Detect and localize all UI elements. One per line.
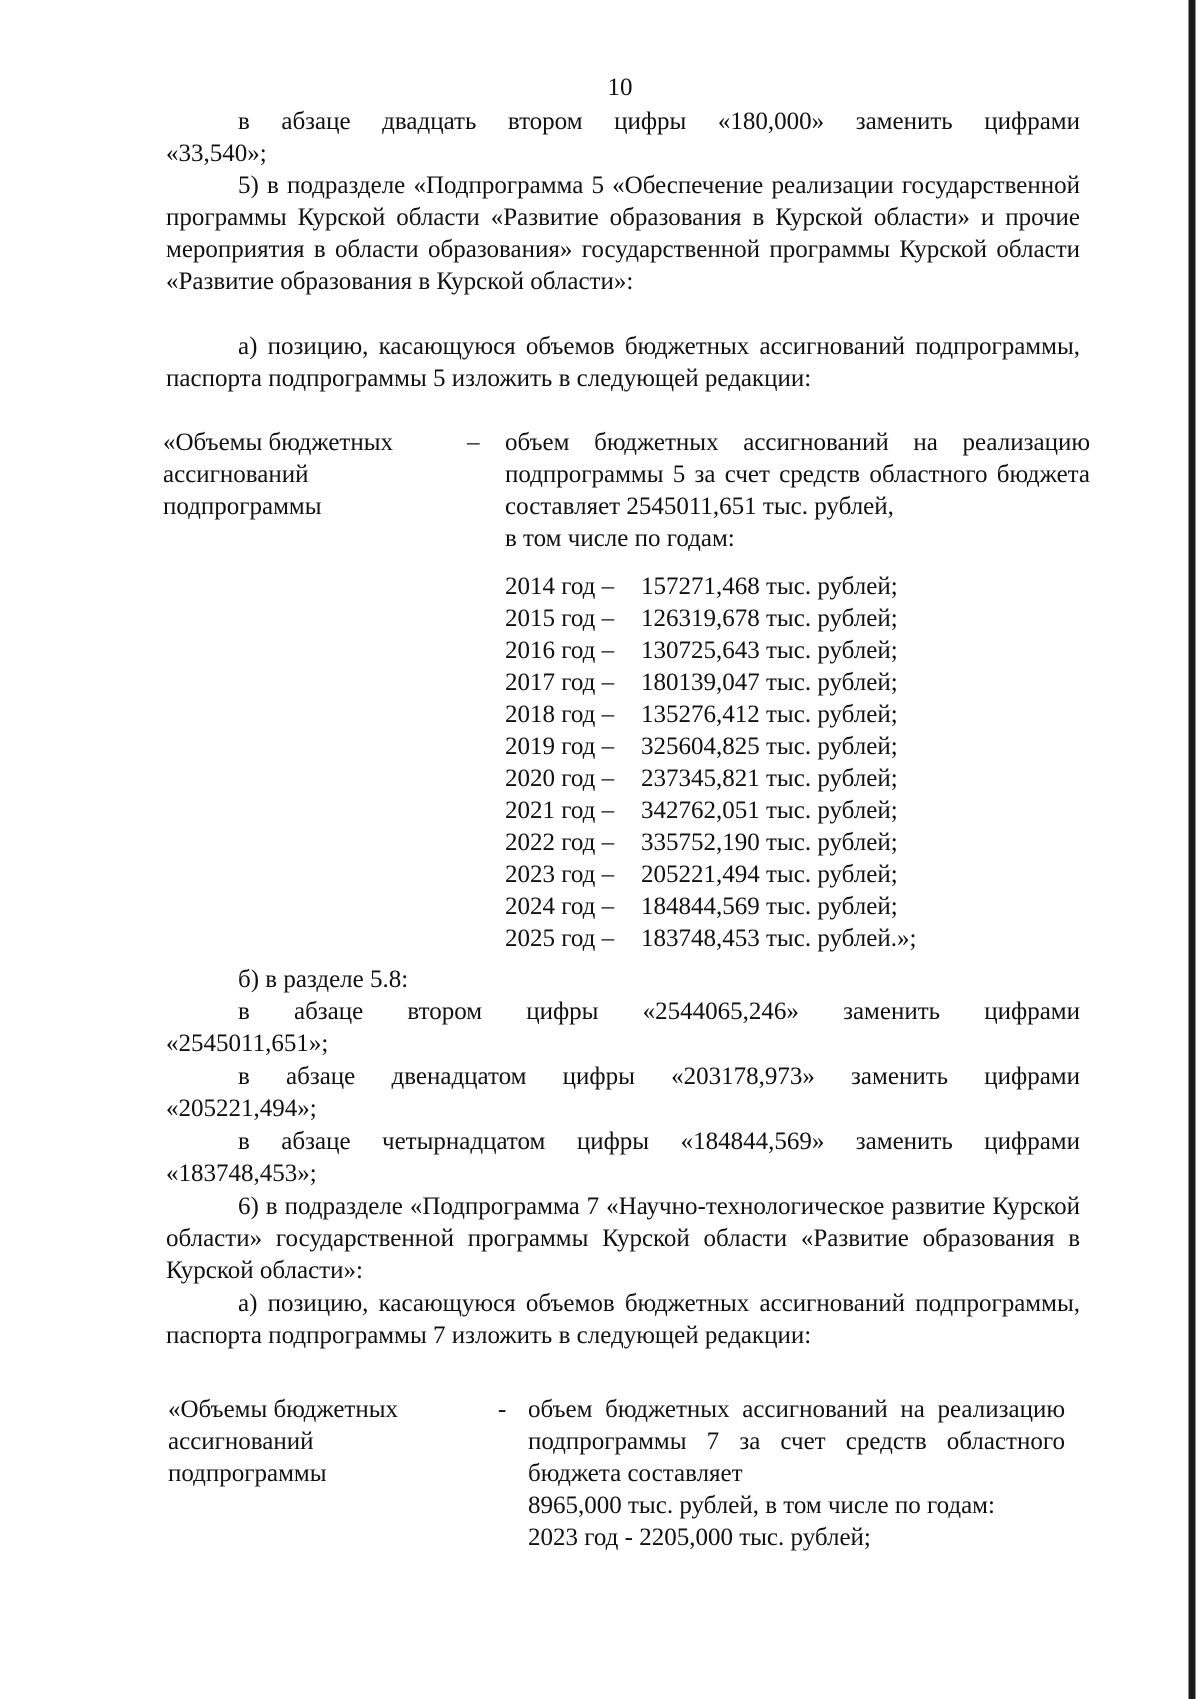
year-row <box>505 827 916 859</box>
table-value-text: 8965,000 тыс. рублей, в том числе по годам: <box>528 1492 995 1519</box>
year-label: 2018 год – <box>505 701 615 728</box>
year-amount: 157271,468 тыс. рублей; <box>641 573 898 600</box>
table-dash: - <box>498 1396 507 1423</box>
table-label-line: ассигнований <box>163 461 309 488</box>
year-amount: 126319,678 тыс. рублей; <box>641 605 898 632</box>
page-number: 10 <box>607 74 633 101</box>
year-row <box>505 699 916 731</box>
paragraph-line: «183748,453»; <box>166 1160 317 1187</box>
year-row <box>505 763 916 795</box>
paragraph-abzac-2 <box>166 996 1080 1060</box>
table-dash: – <box>467 429 480 456</box>
year-label: 2023 год – <box>505 861 615 888</box>
year-list <box>505 571 916 955</box>
year-label: 2025 год – <box>505 925 615 952</box>
year-row <box>505 603 916 635</box>
year-amount: 237345,821 тыс. рублей; <box>641 765 898 792</box>
paragraph-line: в абзаце двенадцатом цифры «203178,973» заменить цифрами <box>238 1063 1080 1090</box>
year-label: 2014 год – <box>505 573 615 600</box>
year-label: 2019 год – <box>505 733 615 760</box>
year-row <box>505 859 916 891</box>
year-label: 2015 год – <box>505 605 615 632</box>
year-row <box>505 635 916 667</box>
table-label-line: подпрограммы <box>163 493 322 520</box>
paragraph-line: «2545011,651»; <box>166 1030 329 1057</box>
year-amount: 135276,412 тыс. рублей; <box>641 701 898 728</box>
paragraph-line: в абзаце четырнадцатом цифры «184844,569» заменить цифрами <box>238 1128 1080 1155</box>
paragraph-abzac-12 <box>166 1061 1080 1125</box>
paragraph-abzac-22 <box>166 106 1080 170</box>
table-value-text: 2023 год - 2205,000 тыс. рублей; <box>528 1524 871 1551</box>
year-amount: 325604,825 тыс. рублей; <box>641 733 898 760</box>
table-label-line: ассигнований <box>168 1428 314 1455</box>
paragraph-line: «33,540»; <box>166 140 267 167</box>
year-amount: 184844,569 тыс. рублей; <box>641 893 898 920</box>
paragraph-line: в абзаце двадцать втором цифры «180,000» заменить цифрами <box>238 108 1080 135</box>
table-label <box>168 1394 468 1490</box>
paragraph-position-7: а) позицию, касающуюся объемов бюджетных ассигнований подпрограммы, паспорта подпрограммы 7 изложить в следующей редакции: <box>166 1290 1080 1349</box>
year-row <box>505 923 916 955</box>
paragraph-position-5: а) позицию, касающуюся объемов бюджетных ассигнований подпрограммы, паспорта подпрограммы 5 изложить в следующей редакции: <box>166 333 1080 392</box>
year-label: 2020 год – <box>505 765 615 792</box>
paragraph-subsection-5: 5) в подразделе «Подпрограмма 5 «Обеспечение реализации государственной программы Курской области «Развитие образования в Курской области» и прочие мероприятия в области образования» государственной программы Курской области «Развитие образования в Курской области»: <box>166 172 1080 295</box>
table-value <box>528 1394 1065 1554</box>
paragraph-subsection-7: 6) в подразделе «Подпрограмма 7 «Научно-технологическое развитие Курской области» государственной программы Курской области «Развитие образования в Курской области»: <box>166 1193 1080 1284</box>
year-amount: 205221,494 тыс. рублей; <box>641 861 898 888</box>
year-row <box>505 731 916 763</box>
year-amount: 335752,190 тыс. рублей; <box>641 829 898 856</box>
year-row <box>505 795 916 827</box>
table-value-text: объем бюджетных ассигнований на реализацию подпрограммы 5 за счет средств областного бюджета составляет 2545011,651 тыс. рублей, <box>505 429 1090 520</box>
table-value-text: в том числе по годам: <box>505 525 735 552</box>
year-row <box>505 891 916 923</box>
year-amount: 183748,453 тыс. рублей.»; <box>641 925 917 952</box>
year-label: 2017 год – <box>505 669 615 696</box>
year-amount: 342762,051 тыс. рублей; <box>641 797 898 824</box>
paragraph-abzac-14 <box>166 1126 1080 1190</box>
table-label-line: «Объемы бюджетных <box>163 429 394 456</box>
year-label: 2022 год – <box>505 829 615 856</box>
year-label: 2024 год – <box>505 893 615 920</box>
table-label <box>163 427 463 523</box>
table-label-line: «Объемы бюджетных <box>168 1396 399 1423</box>
year-amount: 180139,047 тыс. рублей; <box>641 669 898 696</box>
year-row <box>505 571 916 603</box>
paragraph-line: в абзаце втором цифры «2544065,246» заменить цифрами <box>238 998 1080 1025</box>
table-value <box>505 427 1090 555</box>
year-label: 2016 год – <box>505 637 615 664</box>
table-label-line: подпрограммы <box>168 1460 327 1487</box>
table-value-text: объем бюджетных ассигнований на реализацию подпрограммы 7 за счет средств областного бюджета составляет <box>528 1396 1065 1487</box>
year-row <box>505 667 916 699</box>
year-label: 2021 год – <box>505 797 615 824</box>
year-amount: 130725,643 тыс. рублей; <box>641 637 898 664</box>
scan-edge-border <box>1186 0 1200 1699</box>
paragraph-section-5-8: б) в разделе 5.8: <box>238 966 409 993</box>
paragraph-line: «205221,494»; <box>166 1095 317 1122</box>
